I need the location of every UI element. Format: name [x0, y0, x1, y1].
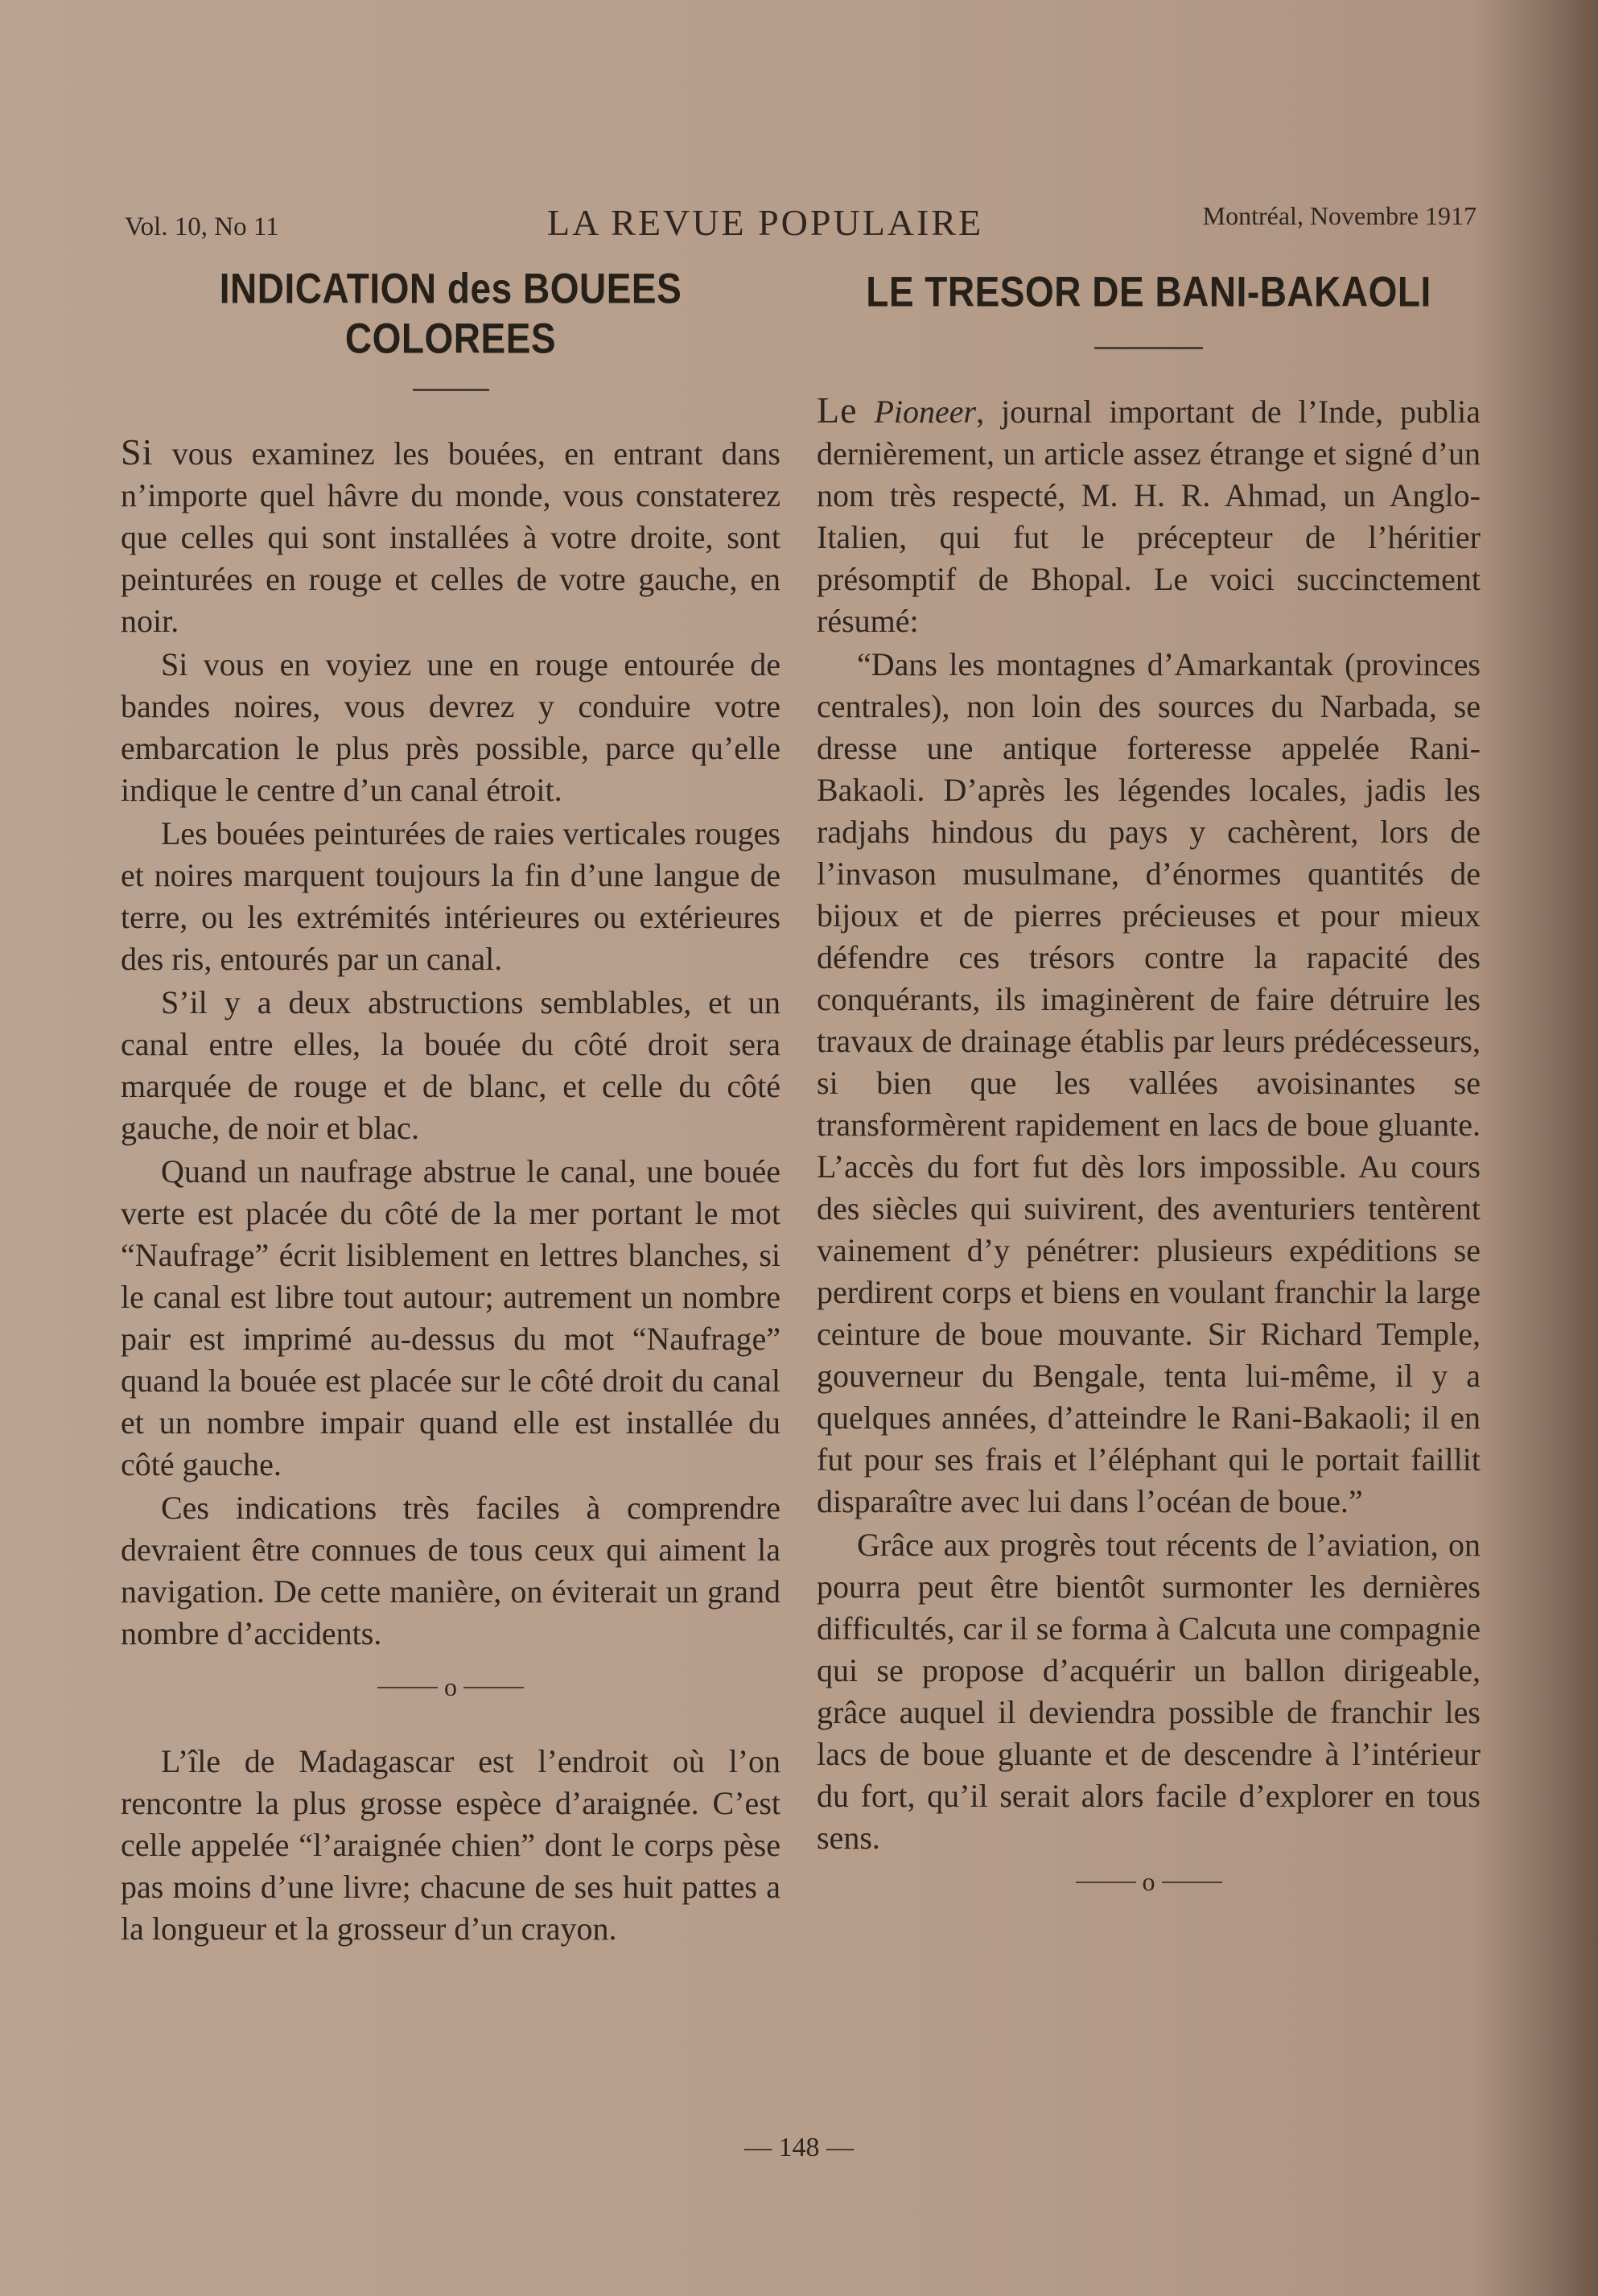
volume-number: Vol. 10, No 11	[125, 212, 279, 241]
page-number: — 148 —	[744, 2133, 854, 2162]
paragraph: Si vous en voyiez une en rouge entourée de bandes noires, vous devrez y conduire votre embarcation le plus près possible, parce qu’elle indique le centre d’un canal étroit.	[121, 646, 780, 808]
section-separator: o	[817, 1867, 1481, 1897]
paragraph: Si vous examinez les bouées, en entrant dans n’importe quel hâvre du monde, vous constaterez que celles qui sont installées à votre droite, sont peinturées en rouge et celles de votre gauche, en noir.	[121, 431, 780, 639]
issue-date: Montréal, Novembre 1917	[1202, 201, 1477, 230]
paragraph: Le Pioneer, journal important de l’Inde, publia dernièrement, un article assez étrange et signé d’un nom très respecté, M. H. R. Ahmad, un Anglo-Italien, qui fut le précepteur de l’héritier présomptif de Bhopal. Le voici succinctement résumé:	[817, 390, 1481, 639]
paragraph: Quand un naufrage abstrue le canal, une bouée verte est placée du côté de la mer portant le mot “Naufrage” écrit lisiblement en lettres blanches, si le canal est libre tout autour; autrement un nombre pair est imprimé au-dessus du mot “Naufrage” quand la bouée est placée sur le côté droit du canal et un nombre impair quand elle est installée du côté gauche.	[121, 1153, 780, 1482]
drop-capital: Si	[121, 431, 154, 472]
publication-name: Pioneer	[874, 394, 977, 430]
paragraph: Grâce aux progrès tout récents de l’aviation, on pourra peut être bientôt surmonter les dernières difficultés, car il se forma à Calcuta une compagnie qui se propose d’acquérir un ballon dirigeable, grâce auquel il deviendra possible de franchir les lacs de boue gluante et de descendre à l’intérieur du fort, qu’il serait alors facile d’explorer en tous sens.	[817, 1527, 1481, 1856]
article-title-bouees: INDICATION des BOUEES COLOREES	[219, 264, 682, 362]
title-rule	[1094, 347, 1203, 349]
left-column-article	[121, 264, 780, 1950]
drop-capital: Le	[817, 390, 858, 431]
title-rule	[413, 389, 489, 391]
paragraph: L’île de Madagascar est l’endroit où l’on rencontre la plus grosse espèce d’araignée. C’est celle appelée “l’araignée chien” dont le corps pèse pas moins d’une livre; chacune de ses huit pattes a la longueur et la grosseur d’un crayon.	[121, 1743, 780, 1947]
page-header	[125, 201, 1477, 249]
right-column-article	[817, 267, 1481, 1921]
paragraph: Ces indications très faciles à comprendre devraient être connues de tous ceux qui aiment la navigation. De cette manière, on éviterait un grand nombre d’accidents.	[121, 1490, 780, 1651]
paragraph: S’il y a deux abstructions semblables, et un canal entre elles, la bouée du côté droit sera marquée de rouge et de blanc, et celle du côté gauche, de noir et blac.	[121, 984, 780, 1146]
section-separator: o	[121, 1672, 780, 1702]
article-title-tresor: LE TRESOR DE BANI-BAKAOLI	[866, 267, 1431, 315]
paragraph: “Dans les montagnes d’Amarkantak (provinces centrales), non loin des sources du Narbada, se dresse une antique forteresse appelée Rani-Bakaoli. D’après les légendes locales, jadis les radjahs hindous du pays y cachèrent, lors de l’invason musulmane, d’énormes quantités de bijoux et de pierres précieuses et pour mieux défendre ces trésors contre la rapacité des conquérants, ils imaginèrent de faire détruire les travaux de drainage établis par leurs prédécesseurs, si bien que les vallées avoisinantes se transformèrent rapidement en lacs de boue gluante. L’accès du fort fut dès lors impossible. Au cours des siècles qui suivirent, des aventuriers tentèrent vainement d’y pénétrer: plusieurs expéditions se perdirent corps et biens en voulant franchir la large ceinture de boue mouvante. Sir Richard Temple, gouverneur du Bengale, tenta lui-même, il y a quelques années, d’atteindre le Rani-Bakaoli; il en fut pour ses frais et l’éléphant qui le portait faillit disparaître avec lui dans l’océan de boue.”	[817, 646, 1481, 1519]
paragraph: Les bouées peinturées de raies verticales rouges et noires marquent toujours la fin d’une langue de terre, ou les extrémités intérieures ou extérieures des ris, entourés par un canal.	[121, 815, 780, 977]
journal-title: LA REVUE POPULAIRE	[547, 202, 984, 243]
